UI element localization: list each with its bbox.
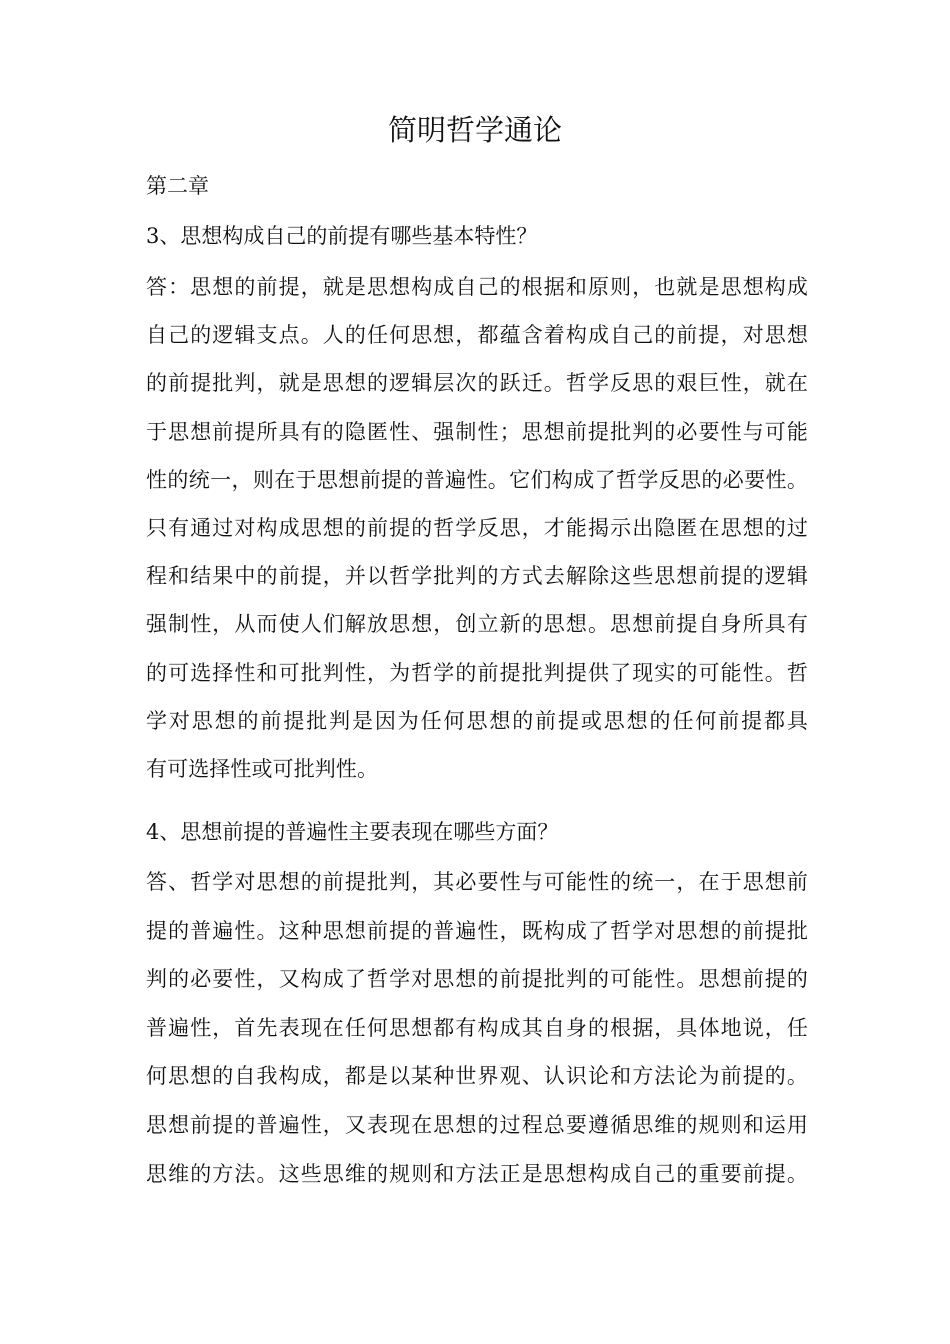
question-3: 3、思想构成自己的前提有哪些基本特性？ xyxy=(146,224,538,248)
chapter-heading: 第二章 xyxy=(146,174,209,198)
answer-4 xyxy=(146,858,808,1198)
question-4: 4、思想前提的普遍性主要表现在哪些方面？ xyxy=(146,820,559,844)
document-title: 简明哲学通论 xyxy=(387,113,562,147)
answer-3-line: 只有通过对构成思想的前提的哲学反思，才能揭示出隐匿在思想的过 xyxy=(146,516,808,541)
answer-3-line: 性的统一，则在于思想前提的普遍性。它们构成了哲学反思的必要性。 xyxy=(146,467,808,492)
answer-4-line: 何思想的自我构成，都是以某种世界观、认识论和方法论为前提的。 xyxy=(146,1064,808,1089)
answer-3 xyxy=(146,263,808,793)
answer-3-line: 学对思想的前提批判是因为任何思想的前提或思想的任何前提都具 xyxy=(146,708,808,733)
answer-4-line: 思维的方法。这些思维的规则和方法正是思想构成自己的重要前提。 xyxy=(146,1161,808,1186)
answer-4-line: 普遍性，首先表现在任何思想都有构成其自身的根据，具体地说，任 xyxy=(146,1015,808,1040)
answer-3-line: 程和结果中的前提，并以哲学批判的方式去解除这些思想前提的逻辑 xyxy=(146,564,808,589)
answer-3-line: 的前提批判，就是思想的逻辑层次的跃迁。哲学反思的艰巨性，就在 xyxy=(146,371,808,396)
answer-3-line: 答：思想的前提，就是思想构成自己的根据和原则，也就是思想构成 xyxy=(146,275,808,299)
answer-3-line: 于思想前提所具有的隐匿性、强制性；思想前提批判的必要性与可能 xyxy=(146,419,808,444)
answer-3-line: 的可选择性和可批判性，为哲学的前提批判提供了现实的可能性。哲 xyxy=(146,660,808,685)
answer-4-line: 答、哲学对思想的前提批判，其必要性与可能性的统一，在于思想前 xyxy=(146,870,808,894)
answer-4-line: 判的必要性，又构成了哲学对思想的前提批判的可能性。思想前提的 xyxy=(146,967,808,992)
answer-3-line: 强制性，从而使人们解放思想，创立新的思想。思想前提自身所具有 xyxy=(146,612,808,637)
answer-4-line: 思想前提的普遍性，又表现在思想的过程总要遵循思维的规则和运用 xyxy=(146,1112,808,1137)
answer-3-line: 自己的逻辑支点。人的任何思想，都蕴含着构成自己的前提，对思想 xyxy=(146,323,808,348)
answer-3-line: 有可选择性或可批判性。 xyxy=(146,757,379,782)
answer-4-line: 提的普遍性。这种思想前提的普遍性，既构成了哲学对思想的前提批 xyxy=(146,918,808,943)
